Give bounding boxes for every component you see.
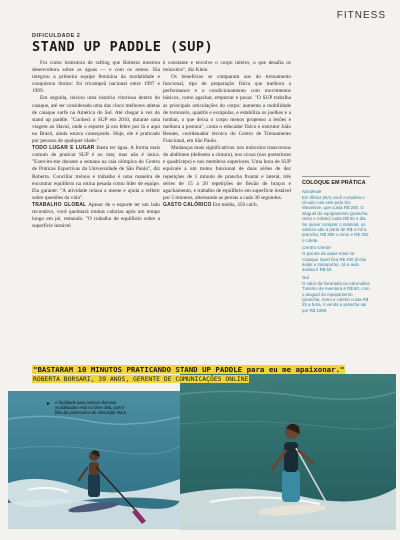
section-label: FITNESS xyxy=(336,10,386,21)
sidebar-region: Sul xyxy=(302,275,309,281)
photo-caption: A facilidade para praticar diversas modalidades está no DNA dela, pois é filha de professores de educação física xyxy=(55,400,127,415)
paragraph xyxy=(32,202,160,230)
paragraph xyxy=(32,145,160,202)
run-in-heading: GASTO CALÓRICO xyxy=(163,201,212,208)
paragraph-text: Apesar de o esporte ter um lado recreativo, você queimará muitas calorias após um tempo longo em pé, remando. "O trabalho de equilíbrio sobre a superfície instável xyxy=(32,201,160,230)
sidebar-text: Em Ilhéus (BA) você completa o circuito nas sete pelo trio Wavelove, que custa R$ 200. O aluguel do equipamento (prancha, remo e colete) custa R$ 50 o dia. Se quiser comprar o material, os valores são a partir de R$ 4 mil a prancha, R$ 350 o remo e R$ 250 o colete. xyxy=(302,194,369,243)
difficulty-kicker: DIFICULDADE 2 xyxy=(32,33,81,39)
paragraph-text: Basta ter água. A forma mais comum de praticar SUP é no mar, mas não é única. "Exercito-me durante a semana na raia olímpica do Centro de Práticas Esportivas da Universidade de São Paulo", diz Roberta. Conciliar treinos e trabalho é uma maneira de encontrar equilíbrio na rotina pesada como líder de equipe. Ela garante: "A atividade relaxa a mente e ajuda a refletir sobre questões da vida". xyxy=(32,145,160,201)
paragraph: Os benefícios se comparam aos do treinamento funcional, tipo de preparação física que melhora a performance e o condicionamento com movimentos básicos, como agachar, empurrar e puxar. "O SUP trabalha as principais articulações do corpo: aumenta a mobilidade de tornozelo, quadris e escápulas, e estabiliza os joelhos e a lombar, o que deixa o corpo menos propenso a lesões e melhora a postura", conta o educador físico e instrutor João Renato, coordenador técnico do Centro de Treinamento Funcional, em São Paulo. xyxy=(163,74,291,145)
photo-right xyxy=(180,374,396,530)
sidebar-region: Nordeste xyxy=(302,189,322,195)
sidebar-text: O valor da hora/aula na Adrenalina Turismo de Aventura é R$ 60, com o aluguel do equipamento (prancha, remo e colete) custa R$ 25 a hora. A venda a prancha sai por R$ 1990. xyxy=(302,280,370,313)
paragraph: Mudanças mais significativas: nos músculos transversos do abdômen (defesem a cintura), nos coxas (nos posteriores e quadríceps) e nos membros superiores. Uma hora de SUP equivale a um treino funcional de duas séries de dez repetições de 1 minuto de prancha frontal e lateral, três séries de 15 a 20 repetições de flexão de braços e agachamento, e trabalho de equilíbrio em superfície instável por 5 minutos, alternando as pernas a cada 30 segundos. xyxy=(163,145,291,201)
sidebar-title: COLOQUE EM PRÁTICA xyxy=(302,180,366,186)
paragraph-text: Em média, 350 cal/h. xyxy=(212,201,259,208)
sidebar-region: Centro-Oeste xyxy=(302,246,331,252)
paragraph: Foi como instrutora de rafting que Roberta mostrou desenvoltura sobre as águas — e com os remos. Ela integrou a primeira equipe feminina da modalidade e conquistou títulos: foi tricampeã nacional entre 1997 e 1999. xyxy=(32,60,160,95)
sidebar-text: O pacote de aulas mais na Caiaque Sport fica R$ 200 (inclui aulas e transporte). Já a aula avulsa é R$ 60. xyxy=(302,251,367,273)
body-column-2 xyxy=(163,60,291,374)
run-in-heading: TODO LUGAR E LUGAR xyxy=(32,145,95,152)
pull-quote-attribution: ROBERTA BORSARI, 39 ANOS, GERENTE DE COMUNICAÇÕES ONLINE xyxy=(33,375,249,383)
paragraph: Em seguida, iniciou uma história vitoriosa dentro do caiaque, até ser considerada uma das cinco melhores atletas de caiaque surfe na América do Sul. Até chegar à vez do stand up paddle. "Conheci o SUP em 2010, durante uma viagem ao Havaí, onde o esporte já era febre por lá e aqui no Brasil, ainda estava começando. Hoje, ele é praticado por pessoas de qualquer idade." xyxy=(32,95,160,145)
paddler-photo-right xyxy=(180,374,396,530)
pull-quote xyxy=(32,365,372,384)
caption-arrow-icon: ▸ xyxy=(47,400,51,407)
article-title: STAND UP PADDLE (SUP) xyxy=(32,39,214,55)
paragraph: é constante e envolve o corpo inteiro, o que desafia os músculos", diz Klein. xyxy=(163,60,291,74)
body-column-1 xyxy=(32,60,160,358)
run-in-heading: TRABALHO GLOBAL xyxy=(32,201,87,208)
sidebar-box xyxy=(302,176,370,326)
pull-quote-text: "BASTARAM 10 MINUTOS PRATICANDO STAND UP PADDLE para eu me apaixonar." xyxy=(33,365,345,374)
paragraph xyxy=(163,202,291,209)
